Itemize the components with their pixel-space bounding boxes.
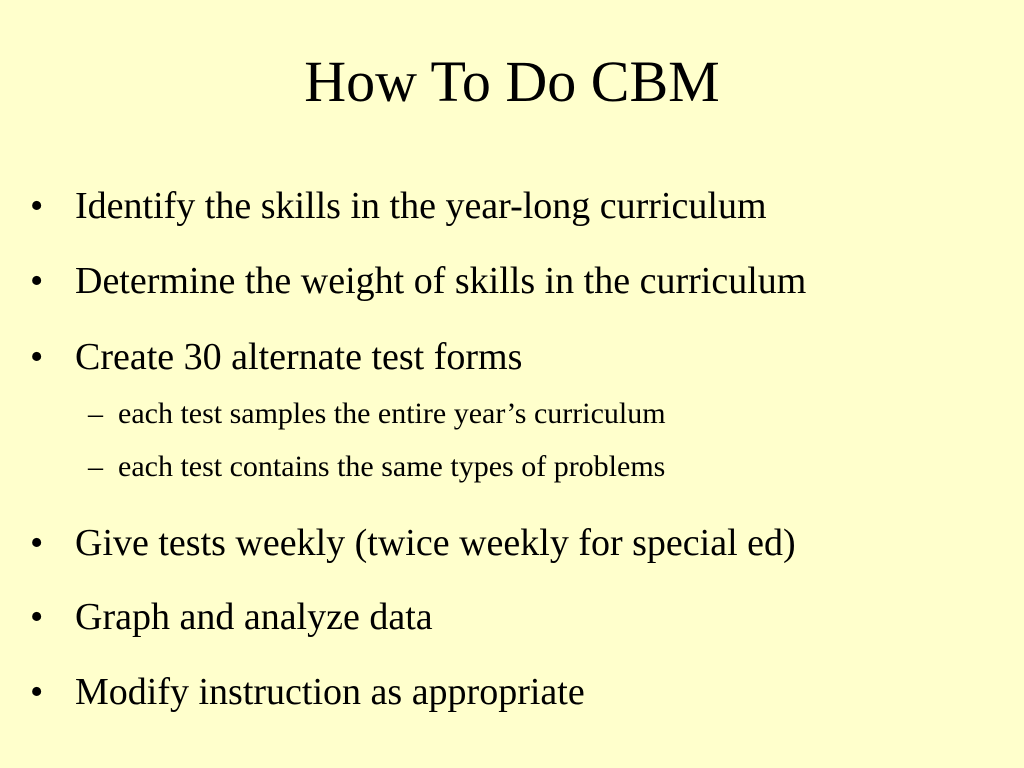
bullet-text: Give tests weekly (twice weekly for special ed) (75, 522, 796, 564)
bullet-item (30, 669, 585, 715)
bullet-marker: • (30, 596, 44, 638)
bullet-item (30, 183, 767, 229)
bullet-marker: • (30, 185, 44, 227)
slide-title: How To Do CBM (304, 49, 720, 114)
bullet-marker: • (30, 671, 44, 713)
bullet-item (30, 334, 522, 380)
bullet-marker: • (30, 260, 44, 302)
sub-bullet-text: each test contains the same types of problems (118, 450, 666, 483)
bullet-item (30, 594, 433, 640)
sub-bullet-marker: – (88, 397, 103, 430)
bullet-text: Create 30 alternate test forms (75, 336, 523, 378)
bullet-item (30, 520, 796, 566)
bullet-text: Graph and analyze data (75, 596, 433, 638)
sub-bullet-marker: – (88, 450, 103, 483)
sub-bullet-item (88, 395, 666, 433)
sub-bullet-item (88, 448, 665, 486)
bullet-text: Modify instruction as appropriate (75, 671, 585, 713)
bullet-text: Identify the skills in the year-long curriculum (75, 185, 767, 227)
bullet-marker: • (30, 336, 44, 378)
bullet-item (30, 258, 806, 304)
bullet-marker: • (30, 522, 44, 564)
bullet-text: Determine the weight of skills in the curriculum (75, 260, 807, 302)
sub-bullet-text: each test samples the entire year’s curriculum (118, 397, 666, 430)
